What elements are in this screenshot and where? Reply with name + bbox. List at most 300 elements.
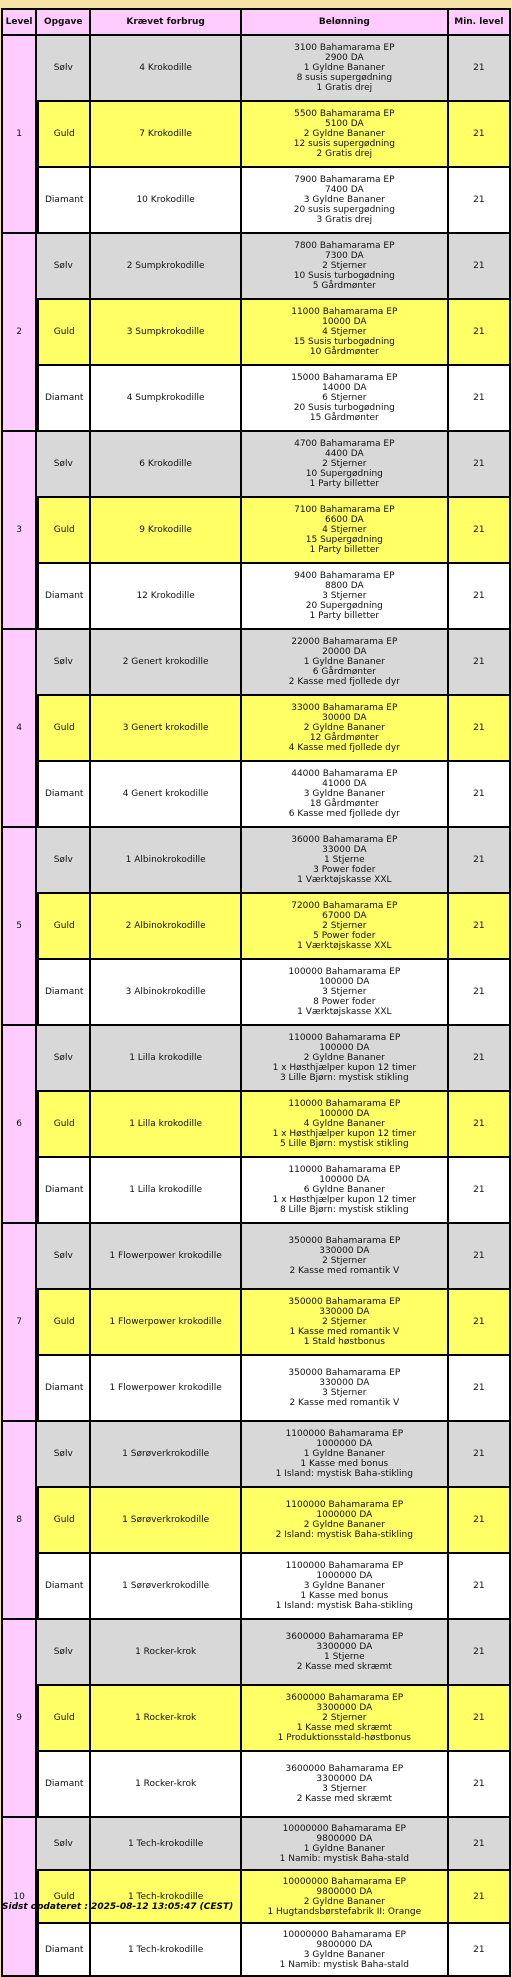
min-level-cell: 21 bbox=[449, 696, 511, 762]
required-cell: 1 Sørøverkrokodille bbox=[91, 1554, 242, 1620]
reward-line: 3 Gyldne Bananer bbox=[303, 789, 385, 799]
reward-cell bbox=[242, 1686, 449, 1752]
reward-line: 15 Gårdmønter bbox=[309, 413, 379, 423]
reward-line: 3300000 DA bbox=[316, 1642, 373, 1652]
reward-cell bbox=[242, 1871, 449, 1924]
min-level-cell: 21 bbox=[449, 762, 511, 828]
required-cell: 1 Tech-krokodille bbox=[91, 1818, 242, 1871]
reward-line: 12 Gårdmønter bbox=[309, 733, 379, 743]
header-row bbox=[1, 8, 511, 36]
reward-line: 330000 DA bbox=[319, 1246, 370, 1256]
level-cell: 4 bbox=[1, 630, 37, 828]
reward-line: 20 susis supergødning bbox=[293, 205, 395, 215]
reward-line: 3600000 Bahamarama EP bbox=[285, 1764, 404, 1774]
header-min-level: Min. level bbox=[449, 8, 511, 36]
required-cell: 10 Krokodille bbox=[91, 168, 242, 234]
reward-cell bbox=[242, 1752, 449, 1818]
reward-line: 30000 DA bbox=[322, 713, 367, 723]
level-cell: 7 bbox=[1, 1224, 37, 1422]
min-level-cell: 21 bbox=[449, 36, 511, 102]
level-cell: 9 bbox=[1, 1620, 37, 1818]
reward-line: 33000 Bahamarama EP bbox=[291, 703, 398, 713]
reward-line: 10000000 Bahamarama EP bbox=[282, 1876, 406, 1887]
min-level-cell: 21 bbox=[449, 630, 511, 696]
reward-line: 3 Gyldne Bananer bbox=[303, 195, 385, 205]
table-body bbox=[1, 36, 511, 1977]
reward-line: 3 Power foder bbox=[313, 865, 376, 875]
table-row bbox=[1, 234, 511, 300]
required-cell: 3 Sumpkrokodille bbox=[91, 300, 242, 366]
task-cell: Diamant bbox=[37, 960, 91, 1026]
reward-line: 3 Stjerner bbox=[322, 987, 367, 997]
reward-line: 18 Gårdmønter bbox=[309, 799, 379, 809]
min-level-cell: 21 bbox=[449, 828, 511, 894]
reward-cell bbox=[242, 1092, 449, 1158]
reward-line: 2 Island: mystisk Baha-stikling bbox=[275, 1530, 413, 1540]
required-cell: 1 Flowerpower krokodille bbox=[91, 1290, 242, 1356]
reward-line: 72000 Bahamarama EP bbox=[291, 901, 398, 911]
reward-line: 1 Stjerne bbox=[323, 1652, 365, 1662]
reward-line: 1 Gyldne Bananer bbox=[303, 657, 385, 667]
table-row bbox=[1, 1356, 511, 1422]
min-level-cell: 21 bbox=[449, 960, 511, 1026]
reward-cell bbox=[242, 564, 449, 630]
required-cell: 2 Sumpkrokodille bbox=[91, 234, 242, 300]
table-row bbox=[1, 498, 511, 564]
reward-line: 1000000 DA bbox=[316, 1571, 373, 1581]
reward-cell bbox=[242, 1620, 449, 1686]
min-level-cell: 21 bbox=[449, 1422, 511, 1488]
reward-line: 2 Gyldne Bananer bbox=[303, 129, 385, 139]
level-cell: 2 bbox=[1, 234, 37, 432]
min-level-cell: 21 bbox=[449, 1290, 511, 1356]
min-level-cell: 21 bbox=[449, 432, 511, 498]
reward-line: 33000 DA bbox=[322, 845, 367, 855]
min-level-cell: 21 bbox=[449, 1871, 511, 1924]
min-level-cell: 21 bbox=[449, 1026, 511, 1092]
reward-cell bbox=[242, 1158, 449, 1224]
level-cell: 6 bbox=[1, 1026, 37, 1224]
reward-line: 2 Kasse med fjollede dyr bbox=[288, 677, 400, 687]
task-cell: Guld bbox=[37, 1092, 91, 1158]
reward-line: 22000 Bahamarama EP bbox=[291, 637, 398, 647]
min-level-cell: 21 bbox=[449, 1620, 511, 1686]
min-level-cell: 21 bbox=[449, 564, 511, 630]
required-cell: 1 Tech-krokodille bbox=[91, 1924, 242, 1977]
reward-cell bbox=[242, 102, 449, 168]
task-cell: Diamant bbox=[37, 168, 91, 234]
last-updated: Sidst opdateret : 2025-08-12 13:05:47 (CEST) bbox=[2, 1902, 234, 1912]
task-cell: Guld bbox=[37, 696, 91, 762]
reward-line: 15000 Bahamarama EP bbox=[291, 373, 398, 383]
table-row bbox=[1, 366, 511, 432]
table-row bbox=[1, 1290, 511, 1356]
table-row bbox=[1, 1158, 511, 1224]
reward-line: 9400 Bahamarama EP bbox=[294, 571, 395, 581]
table-row bbox=[1, 36, 511, 102]
reward-line: 10 Supergødning bbox=[305, 469, 383, 479]
required-cell: 4 Genert krokodille bbox=[91, 762, 242, 828]
reward-line: 3 Stjerner bbox=[322, 1784, 367, 1794]
task-cell: Sølv bbox=[37, 36, 91, 102]
reward-line: 6600 DA bbox=[324, 515, 364, 525]
reward-cell bbox=[242, 894, 449, 960]
reward-line: 6 Stjerner bbox=[322, 393, 367, 403]
task-cell: Diamant bbox=[37, 366, 91, 432]
level-cell: 8 bbox=[1, 1422, 37, 1620]
table-row bbox=[1, 828, 511, 894]
reward-line: 9800000 DA bbox=[316, 1833, 373, 1844]
task-cell: Sølv bbox=[37, 234, 91, 300]
level-cell: 3 bbox=[1, 432, 37, 630]
reward-line: 1 Kasse med skræmt bbox=[296, 1723, 392, 1733]
table-row bbox=[1, 564, 511, 630]
reward-line: 1000000 DA bbox=[316, 1510, 373, 1520]
reward-cell bbox=[242, 1026, 449, 1092]
reward-cell bbox=[242, 762, 449, 828]
reward-line: 3300000 DA bbox=[316, 1703, 373, 1713]
reward-cell bbox=[242, 1422, 449, 1488]
reward-line: 350000 Bahamarama EP bbox=[288, 1236, 401, 1246]
min-level-cell: 21 bbox=[449, 1488, 511, 1554]
min-level-cell: 21 bbox=[449, 168, 511, 234]
reward-line: 330000 DA bbox=[319, 1378, 370, 1388]
table-row bbox=[1, 1871, 511, 1924]
reward-line: 1 Island: mystisk Baha-stikling bbox=[275, 1601, 413, 1611]
reward-line: 1100000 Bahamarama EP bbox=[285, 1500, 404, 1510]
reward-line: 1 Gyldne Bananer bbox=[303, 1843, 385, 1854]
reward-line: 1100000 Bahamarama EP bbox=[285, 1561, 404, 1571]
reward-line: 2 Gyldne Bananer bbox=[303, 1520, 385, 1530]
reward-line: 2 Kasse med romantik V bbox=[289, 1266, 400, 1276]
task-cell: Diamant bbox=[37, 1924, 91, 1977]
required-cell: 3 Albinokrokodille bbox=[91, 960, 242, 1026]
header-required: Krævet forbrug bbox=[91, 8, 242, 36]
reward-line: 1 Værktøjskasse XXL bbox=[297, 875, 392, 885]
min-level-cell: 21 bbox=[449, 1818, 511, 1871]
reward-line: 110000 Bahamarama EP bbox=[288, 1165, 401, 1175]
reward-line: 10000000 Bahamarama EP bbox=[282, 1929, 406, 1940]
min-level-cell: 21 bbox=[449, 1092, 511, 1158]
reward-line: 7400 DA bbox=[324, 185, 364, 195]
task-cell: Guld bbox=[37, 498, 91, 564]
reward-line: 2 Kasse med skræmt bbox=[296, 1662, 392, 1672]
min-level-cell: 21 bbox=[449, 1924, 511, 1977]
reward-line: 1 Party billetter bbox=[309, 479, 380, 489]
reward-line: 2 Gyldne Bananer bbox=[303, 723, 385, 733]
required-cell: 1 Albinokrokodille bbox=[91, 828, 242, 894]
reward-line: 7300 DA bbox=[324, 251, 364, 261]
reward-line: 6 Kasse med fjollede dyr bbox=[288, 809, 400, 819]
reward-line: 10000 DA bbox=[322, 317, 367, 327]
reward-line: 1 Namib: mystisk Baha-stald bbox=[279, 1959, 410, 1970]
task-cell: Guld bbox=[37, 1686, 91, 1752]
level-cell: 5 bbox=[1, 828, 37, 1026]
table-row bbox=[1, 1924, 511, 1977]
required-cell: 1 Flowerpower krokodille bbox=[91, 1224, 242, 1290]
table-row bbox=[1, 1422, 511, 1488]
reward-line: 6 Gårdmønter bbox=[312, 667, 376, 677]
reward-line: 1 Kasse med romantik V bbox=[289, 1327, 400, 1337]
reward-cell bbox=[242, 36, 449, 102]
task-cell: Sølv bbox=[37, 1620, 91, 1686]
reward-line: 100000 DA bbox=[319, 1043, 370, 1053]
reward-line: 2 Stjerner bbox=[322, 1317, 367, 1327]
task-cell: Sølv bbox=[37, 1026, 91, 1092]
reward-line: 3 Stjerner bbox=[322, 591, 367, 601]
reward-line: 330000 DA bbox=[319, 1307, 370, 1317]
reward-line: 36000 Bahamarama EP bbox=[291, 835, 398, 845]
reward-line: 4 Gyldne Bananer bbox=[303, 1119, 385, 1129]
reward-line: 100000 DA bbox=[319, 1109, 370, 1119]
reward-line: 9800000 DA bbox=[316, 1886, 373, 1897]
reward-line: 8 Power foder bbox=[313, 997, 376, 1007]
reward-line: 2 Gyldne Bananer bbox=[303, 1053, 385, 1063]
reward-line: 7900 Bahamarama EP bbox=[294, 175, 395, 185]
reward-line: 1000000 DA bbox=[316, 1439, 373, 1449]
required-cell: 1 Sørøverkrokodille bbox=[91, 1488, 242, 1554]
reward-line: 1 Produktionsstald-høstbonus bbox=[277, 1733, 411, 1743]
reward-line: 6 Gyldne Bananer bbox=[303, 1185, 385, 1195]
reward-line: 4400 DA bbox=[324, 449, 364, 459]
task-cell: Diamant bbox=[37, 564, 91, 630]
required-cell: 7 Krokodille bbox=[91, 102, 242, 168]
table-row bbox=[1, 1752, 511, 1818]
reward-line: 1 Kasse med bonus bbox=[300, 1459, 389, 1469]
table-row bbox=[1, 762, 511, 828]
table-row bbox=[1, 300, 511, 366]
required-cell: 1 Lilla krokodille bbox=[91, 1092, 242, 1158]
min-level-cell: 21 bbox=[449, 1686, 511, 1752]
reward-line: 3 Stjerner bbox=[322, 1388, 367, 1398]
reward-line: 100000 Bahamarama EP bbox=[288, 967, 401, 977]
required-cell: 1 Lilla krokodille bbox=[91, 1158, 242, 1224]
reward-line: 3600000 Bahamarama EP bbox=[285, 1693, 404, 1703]
required-cell: 1 Flowerpower krokodille bbox=[91, 1356, 242, 1422]
reward-line: 5 Gårdmønter bbox=[312, 281, 376, 291]
min-level-cell: 21 bbox=[449, 300, 511, 366]
required-cell: 1 Rocker-krok bbox=[91, 1686, 242, 1752]
reward-cell bbox=[242, 300, 449, 366]
table-row bbox=[1, 1224, 511, 1290]
reward-line: 20000 DA bbox=[322, 647, 367, 657]
min-level-cell: 21 bbox=[449, 498, 511, 564]
reward-line: 2 Stjerner bbox=[322, 459, 367, 469]
reward-line: 8800 DA bbox=[324, 581, 364, 591]
table-row bbox=[1, 630, 511, 696]
task-cell: Diamant bbox=[37, 1554, 91, 1620]
reward-line: 7100 Bahamarama EP bbox=[294, 505, 395, 515]
task-cell: Diamant bbox=[37, 1356, 91, 1422]
task-cell: Diamant bbox=[37, 1752, 91, 1818]
reward-line: 2900 DA bbox=[324, 53, 364, 63]
reward-line: 2 Stjerner bbox=[322, 1713, 367, 1723]
reward-line: 12 susis supergødning bbox=[293, 139, 395, 149]
reward-cell bbox=[242, 1818, 449, 1871]
min-level-cell: 21 bbox=[449, 1356, 511, 1422]
reward-line: 5 Power foder bbox=[313, 931, 376, 941]
table-row bbox=[1, 696, 511, 762]
task-cell: Guld bbox=[37, 1871, 91, 1924]
reward-line: 1 x Høsthjælper kupon 12 timer bbox=[272, 1129, 417, 1139]
reward-cell bbox=[242, 828, 449, 894]
reward-line: 100000 DA bbox=[319, 977, 370, 987]
min-level-cell: 21 bbox=[449, 234, 511, 300]
header-reward: Belønning bbox=[242, 8, 449, 36]
reward-line: 1 Kasse med bonus bbox=[300, 1591, 389, 1601]
quest-table bbox=[1, 8, 511, 1977]
reward-line: 3600000 Bahamarama EP bbox=[285, 1632, 404, 1642]
required-cell: 1 Tech-krokodille bbox=[91, 1871, 242, 1924]
min-level-cell: 21 bbox=[449, 366, 511, 432]
reward-line: 100000 DA bbox=[319, 1175, 370, 1185]
reward-cell bbox=[242, 1356, 449, 1422]
required-cell: 2 Albinokrokodille bbox=[91, 894, 242, 960]
level-cell: 1 bbox=[1, 36, 37, 234]
reward-line: 41000 DA bbox=[322, 779, 367, 789]
reward-line: 1 x Høsthjælper kupon 12 timer bbox=[272, 1195, 417, 1205]
required-cell: 1 Rocker-krok bbox=[91, 1620, 242, 1686]
task-cell: Guld bbox=[37, 102, 91, 168]
reward-line: 4 Kasse med fjollede dyr bbox=[288, 743, 400, 753]
table-row bbox=[1, 1818, 511, 1871]
reward-line: 10000000 Bahamarama EP bbox=[282, 1823, 406, 1834]
reward-line: 350000 Bahamarama EP bbox=[288, 1368, 401, 1378]
required-cell: 1 Lilla krokodille bbox=[91, 1026, 242, 1092]
reward-line: 5500 Bahamarama EP bbox=[294, 109, 395, 119]
task-cell: Sølv bbox=[37, 828, 91, 894]
reward-line: 2 Gyldne Bananer bbox=[303, 1896, 385, 1907]
reward-line: 2 Kasse med romantik V bbox=[289, 1398, 400, 1408]
reward-line: 67000 DA bbox=[322, 911, 367, 921]
reward-cell bbox=[242, 366, 449, 432]
reward-line: 1 Stjerne bbox=[323, 855, 365, 865]
reward-cell bbox=[242, 1924, 449, 1977]
reward-line: 3 Gyldne Bananer bbox=[303, 1581, 385, 1591]
header-task: Opgave bbox=[37, 8, 91, 36]
reward-line: 1 Party billetter bbox=[309, 611, 380, 621]
reward-line: 44000 Bahamarama EP bbox=[291, 769, 398, 779]
task-cell: Diamant bbox=[37, 1158, 91, 1224]
min-level-cell: 21 bbox=[449, 1224, 511, 1290]
reward-line: 15 Supergødning bbox=[305, 535, 383, 545]
table-row bbox=[1, 894, 511, 960]
reward-line: 9800000 DA bbox=[316, 1939, 373, 1950]
reward-line: 20 Supergødning bbox=[305, 601, 383, 611]
reward-line: 8 susis supergødning bbox=[296, 73, 393, 83]
table-row bbox=[1, 1686, 511, 1752]
min-level-cell: 21 bbox=[449, 102, 511, 168]
reward-line: 15 Susis turbogødning bbox=[293, 337, 395, 347]
reward-line: 3300000 DA bbox=[316, 1774, 373, 1784]
reward-line: 20 Susis turbogødning bbox=[293, 403, 395, 413]
reward-line: 10 Gårdmønter bbox=[309, 347, 379, 357]
min-level-cell: 21 bbox=[449, 1752, 511, 1818]
reward-line: 1 Gyldne Bananer bbox=[303, 63, 385, 73]
task-cell: Diamant bbox=[37, 762, 91, 828]
task-cell: Sølv bbox=[37, 1224, 91, 1290]
reward-cell bbox=[242, 630, 449, 696]
reward-line: 14000 DA bbox=[322, 383, 367, 393]
reward-line: 2 Kasse med skræmt bbox=[296, 1794, 392, 1804]
table-row bbox=[1, 168, 511, 234]
reward-cell bbox=[242, 432, 449, 498]
required-cell: 4 Sumpkrokodille bbox=[91, 366, 242, 432]
table-row bbox=[1, 1620, 511, 1686]
reward-line: 3 Gyldne Bananer bbox=[303, 1949, 385, 1960]
reward-line: 8 Lille Bjørn: mystisk stikling bbox=[279, 1205, 409, 1215]
reward-line: 1 Værktøjskasse XXL bbox=[297, 1007, 392, 1017]
reward-cell bbox=[242, 234, 449, 300]
required-cell: 1 Rocker-krok bbox=[91, 1752, 242, 1818]
required-cell: 4 Krokodille bbox=[91, 36, 242, 102]
min-level-cell: 21 bbox=[449, 1554, 511, 1620]
reward-line: 1 Gyldne Bananer bbox=[303, 1449, 385, 1459]
reward-cell bbox=[242, 168, 449, 234]
reward-line: 1 Stald høstbonus bbox=[303, 1337, 385, 1347]
reward-line: 350000 Bahamarama EP bbox=[288, 1297, 401, 1307]
table-row bbox=[1, 1554, 511, 1620]
header-level: Level bbox=[1, 8, 37, 36]
table-row bbox=[1, 432, 511, 498]
reward-line: 3100 Bahamarama EP bbox=[294, 43, 395, 53]
reward-cell bbox=[242, 960, 449, 1026]
min-level-cell: 21 bbox=[449, 1158, 511, 1224]
reward-line: 11000 Bahamarama EP bbox=[291, 307, 398, 317]
table-row bbox=[1, 1092, 511, 1158]
reward-line: 1 Party billetter bbox=[309, 545, 380, 555]
reward-line: 10 Susis turbogødning bbox=[293, 271, 395, 281]
reward-line: 3 Gratis drej bbox=[316, 215, 373, 225]
task-cell: Sølv bbox=[37, 630, 91, 696]
task-cell: Guld bbox=[37, 894, 91, 960]
min-level-cell: 21 bbox=[449, 894, 511, 960]
reward-cell bbox=[242, 1224, 449, 1290]
reward-line: 5100 DA bbox=[324, 119, 364, 129]
task-cell: Guld bbox=[37, 300, 91, 366]
reward-line: 4700 Bahamarama EP bbox=[294, 439, 395, 449]
reward-line: 1100000 Bahamarama EP bbox=[285, 1429, 404, 1439]
level-cell: 10 bbox=[1, 1818, 37, 1977]
reward-line: 110000 Bahamarama EP bbox=[288, 1033, 401, 1043]
reward-line: 2 Stjerner bbox=[322, 921, 367, 931]
task-cell: Guld bbox=[37, 1290, 91, 1356]
reward-line: 1 Værktøjskasse XXL bbox=[297, 941, 392, 951]
reward-line: 1 Namib: mystisk Baha-stald bbox=[279, 1853, 410, 1864]
table-row bbox=[1, 1026, 511, 1092]
required-cell: 6 Krokodille bbox=[91, 432, 242, 498]
reward-line: 4 Stjerner bbox=[322, 327, 367, 337]
table-row bbox=[1, 1488, 511, 1554]
reward-line: 5 Lille Bjørn: mystisk stikling bbox=[279, 1139, 409, 1149]
required-cell: 1 Sørøverkrokodille bbox=[91, 1422, 242, 1488]
table-row bbox=[1, 960, 511, 1026]
required-cell: 9 Krokodille bbox=[91, 498, 242, 564]
reward-line: 3 Lille Bjørn: mystisk stikling bbox=[279, 1073, 409, 1083]
reward-line: 4 Stjerner bbox=[322, 525, 367, 535]
reward-line: 2 Stjerner bbox=[322, 261, 367, 271]
required-cell: 3 Genert krokodille bbox=[91, 696, 242, 762]
task-cell: Sølv bbox=[37, 1422, 91, 1488]
task-cell: Sølv bbox=[37, 432, 91, 498]
reward-line: 110000 Bahamarama EP bbox=[288, 1099, 401, 1109]
reward-cell bbox=[242, 498, 449, 564]
reward-line: 7800 Bahamarama EP bbox=[294, 241, 395, 251]
reward-line: 2 Stjerner bbox=[322, 1256, 367, 1266]
reward-cell bbox=[242, 696, 449, 762]
reward-line: 1 x Høsthjælper kupon 12 timer bbox=[272, 1063, 417, 1073]
reward-line: 1 Hugtandsbørstefabrik II: Orange bbox=[267, 1906, 422, 1917]
